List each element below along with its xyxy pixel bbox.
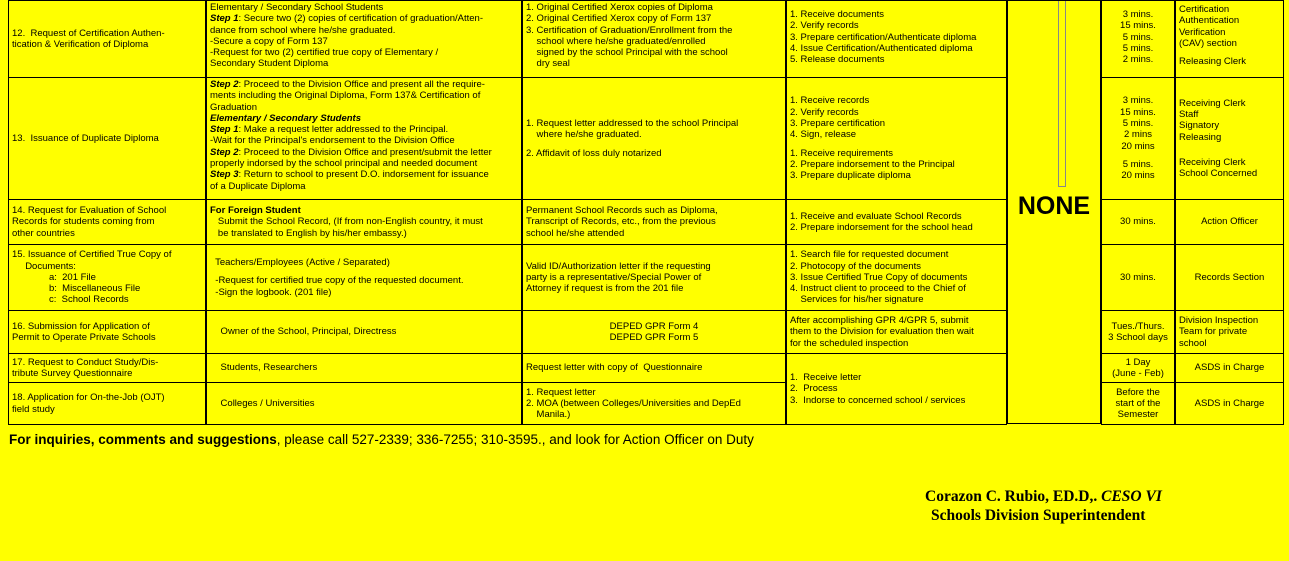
procedure-line: them to the Division for evaluation then wait: [790, 326, 974, 338]
requirements-text: Teachers/Employees (Active / Separated): [210, 257, 390, 269]
person-line: [1179, 143, 1280, 150]
person-line: Authentication: [1179, 15, 1240, 27]
person-line: school: [1179, 337, 1207, 349]
person-line: [1179, 150, 1280, 157]
requirements-line: [210, 275, 518, 286]
requirements-line: [210, 216, 518, 227]
requirements-line: [210, 102, 518, 113]
service-line: other countries: [12, 227, 75, 239]
requirements-line: [210, 36, 518, 47]
signature-block: [925, 487, 1162, 525]
requirements-text: Secondary Student Diploma: [210, 58, 329, 70]
cell-requirements: [206, 0, 522, 78]
procedure-line: 2. Process: [790, 383, 838, 395]
procedure-line: 1. Receive records: [790, 95, 870, 107]
cell-time: [1101, 310, 1175, 354]
cell-documents: [522, 310, 786, 354]
documents-line: 2. Affidavit of loss duly notarized: [526, 147, 662, 159]
person-line: Certification: [1179, 4, 1230, 15]
requirements-line: [210, 287, 518, 298]
requirements-tail: : Proceed to the Division Office and present/submit the letter: [238, 146, 492, 158]
cell-procedure: [786, 199, 1007, 245]
person-line: Releasing Clerk: [1179, 56, 1247, 68]
documents-line: 1. Request letter: [526, 386, 596, 398]
signatory-name: Corazon C. Rubio, ED.D,.: [925, 488, 1098, 505]
time-line: Tues./Thurs.: [1111, 320, 1165, 332]
footer-bold: For inquiries, comments and suggestions: [9, 432, 277, 447]
cell-time: [1101, 353, 1175, 383]
requirements-text: of a Duplicate Diploma: [210, 180, 306, 192]
documents-line: school he/she attended: [526, 227, 625, 239]
cell-service: [8, 310, 206, 354]
service-line: 15. Issuance of Certified True Copy of: [12, 249, 172, 261]
requirements-text: -Secure a copy of Form 137: [210, 35, 328, 47]
requirements-text: -Wait for the Principal's endorsement to the Division Office: [210, 135, 455, 147]
requirements-text: Graduation: [210, 101, 258, 113]
cell-time: [1101, 382, 1175, 425]
cell-procedure-merged: [786, 353, 1007, 425]
requirements-tail: : Proceed to the Division Office and present all the require-: [238, 79, 485, 90]
documents-line: party is a representative/Special Power of: [526, 271, 702, 283]
time-line: 5 mins.: [1122, 118, 1154, 130]
requirements-line: [210, 135, 518, 146]
person-line: ASDS in Charge: [1194, 362, 1265, 374]
inquiries-footer: [9, 432, 754, 447]
requirements-tail: : Make a request letter addressed to the Principal.: [238, 124, 449, 136]
cell-person: [1175, 310, 1284, 354]
service-line: 13. Issuance of Duplicate Diploma: [12, 132, 159, 144]
cell-person: [1175, 382, 1284, 425]
cell-time: [1101, 199, 1175, 245]
documents-line: 2. MOA (between Colleges/Universities and DepEd: [526, 397, 741, 409]
signatory-line: [925, 487, 1162, 506]
time-line: 30 mins.: [1120, 216, 1156, 228]
requirements-text: Colleges / Universities: [210, 397, 315, 409]
requirements-line: [210, 90, 518, 101]
service-line: tication & Verification of Diploma: [12, 39, 149, 50]
procedure-line: 4. Instruct client to proceed to the Chief of: [790, 283, 966, 295]
cell-time: [1101, 244, 1175, 311]
service-line: 16. Submission for Application of: [12, 320, 150, 332]
requirements-line: [210, 362, 518, 373]
time-line: 20 mins: [1121, 170, 1155, 182]
requirements-line: [210, 79, 518, 90]
procedure-line: [790, 141, 1003, 148]
service-line: b: Miscellaneous File: [12, 283, 141, 295]
requirements-text: For Foreign Student: [210, 205, 301, 217]
requirements-text: Step 1: [210, 13, 239, 25]
requirements-line: [210, 398, 518, 409]
service-line: c: School Records: [12, 294, 129, 306]
time-line: 1 Day: [1125, 356, 1151, 368]
requirements-line: [210, 58, 518, 69]
documents-line: 3. Certification of Graduation/Enrollment from the: [526, 24, 733, 36]
requirements-text: Elementary / Secondary Students: [210, 112, 361, 124]
cell-requirements: [206, 244, 522, 311]
documents-line: DEPED GPR Form 4: [609, 320, 699, 332]
person-line: Team for private: [1179, 326, 1248, 338]
time-line: 15 mins.: [1120, 106, 1156, 118]
documents-line: [526, 141, 782, 148]
time-line: (June - Feb): [1112, 368, 1164, 379]
documents-line: 1. Original Certified Xerox copies of Diploma: [526, 2, 713, 13]
procedure-line: After accomplishing GPR 4/GPR 5, submit: [790, 315, 969, 327]
procedure-line: 4. Sign, release: [790, 129, 857, 141]
cell-procedure: [786, 0, 1007, 78]
procedure-line: 5. Release documents: [790, 54, 885, 66]
person-line: Staff: [1179, 108, 1199, 120]
cell-requirements: [206, 77, 522, 200]
procedure-line: 2. Photocopy of the documents: [790, 260, 921, 272]
requirements-line: [210, 257, 518, 268]
documents-line: dry seal: [526, 58, 570, 70]
service-line: Records for students coming from: [12, 216, 155, 228]
service-line: 14. Request for Evaluation of School: [12, 205, 167, 217]
procedure-line: 3. Prepare certification: [790, 118, 886, 130]
documents-line: Valid ID/Authorization letter if the requesting: [526, 260, 711, 272]
cell-service: [8, 353, 206, 383]
documents-line: Request letter with copy of Questionnaire: [526, 362, 703, 374]
requirements-line: [210, 169, 518, 180]
service-line: tribute Survey Questionnaire: [12, 368, 133, 379]
time-line: Before the: [1116, 386, 1160, 398]
person-line: Receiving Clerk: [1179, 156, 1246, 168]
cell-person: [1175, 199, 1284, 245]
cell-service: [8, 77, 206, 200]
requirements-text: -Request for certified true copy of the requested document.: [210, 275, 464, 287]
requirements-line: [210, 268, 518, 275]
service-line: a: 201 File: [12, 271, 96, 283]
requirements-line: [210, 181, 518, 192]
procedure-line: 1. Search file for requested document: [790, 249, 949, 261]
requirements-text: ments including the Original Diploma, Form 137& Certification of: [210, 90, 481, 102]
requirements-text: Submit the School Record, (If from non-English country, it must: [210, 216, 483, 228]
cell-procedure: [786, 310, 1007, 354]
requirements-text: Step 1: [210, 124, 239, 136]
requirements-line: [210, 326, 518, 337]
footer-rest: , please call 527-2339; 336-7255; 310-3595., and look for Action Officer on Duty: [276, 432, 754, 447]
cell-person: [1175, 353, 1284, 383]
requirements-line: [210, 158, 518, 169]
person-line: Records Section: [1194, 271, 1265, 283]
cell-documents: [522, 382, 786, 425]
requirements-line: [210, 205, 518, 216]
cell-documents: [522, 0, 786, 78]
requirements-text: -Request for two (2) certified true copy of Elementary /: [210, 47, 439, 59]
signatory-title: Schools Division Superintendent: [931, 507, 1146, 524]
time-line: 2 mins.: [1122, 54, 1154, 66]
cell-procedure: [786, 77, 1007, 200]
procedure-line: 2. Prepare indorsement to the Principal: [790, 158, 955, 170]
procedure-line: 1. Receive letter: [790, 372, 862, 384]
requirements-line: [210, 2, 518, 13]
fees-value: NONE: [1017, 191, 1091, 220]
requirements-line: [210, 25, 518, 36]
requirements-line: [210, 47, 518, 58]
documents-line: Attorney if request is from the 201 file: [526, 283, 684, 295]
time-line: Semester: [1117, 409, 1159, 421]
requirements-text: Owner of the School, Principal, Directress: [210, 326, 397, 338]
person-line: ASDS in Charge: [1194, 397, 1265, 409]
cell-requirements: [206, 382, 522, 425]
time-line: start of the: [1115, 397, 1161, 409]
service-line: 12. Request of Certification Authen-: [12, 27, 165, 39]
procedure-line: 4. Issue Certification/Authenticated diploma: [790, 42, 973, 54]
procedure-line: 3. Prepare certification/Authenticate diploma: [790, 31, 977, 43]
service-line: Documents:: [12, 260, 76, 272]
documents-line: 2. Original Certified Xerox copy of Form 137: [526, 13, 712, 25]
time-line: 3 mins.: [1122, 9, 1154, 20]
cell-procedure: [786, 244, 1007, 311]
cell-time: [1101, 77, 1175, 200]
cell-service: [8, 244, 206, 311]
cell-service: [8, 199, 206, 245]
procedure-line: 2. Verify records: [790, 20, 859, 32]
cell-time: [1101, 0, 1175, 78]
service-line: Permit to Operate Private Schools: [12, 332, 156, 343]
cell-person: [1175, 0, 1284, 78]
requirements-text: properly indorsed by the school principal and needed document: [210, 158, 478, 170]
person-line: Division Inspection: [1179, 315, 1259, 327]
procedure-line: for the scheduled inspection: [790, 337, 909, 349]
requirements-text: Step 3: [210, 169, 239, 181]
time-line: 5 mins.: [1122, 31, 1154, 43]
person-line: (CAV) section: [1179, 37, 1237, 49]
person-line: [1179, 49, 1280, 56]
cell-documents: [522, 77, 786, 200]
service-line: 17. Request to Conduct Study/Dis-: [12, 356, 159, 368]
person-line: School Concerned: [1179, 168, 1258, 180]
documents-line: Permanent School Records such as Diploma,: [526, 205, 718, 217]
cell-requirements: [206, 310, 522, 354]
person-line: Releasing: [1179, 131, 1222, 143]
procedure-line: 3. Indorse to concerned school / services: [790, 394, 966, 406]
person-line: Verification: [1179, 26, 1226, 38]
time-line: 30 mins.: [1120, 271, 1156, 283]
requirements-text: -Sign the logbook. (201 file): [210, 286, 332, 298]
procedure-line: 3. Prepare duplicate diploma: [790, 170, 911, 182]
requirements-line: [210, 113, 518, 124]
documents-line: Transcript of Records, etc., from the previous: [526, 216, 716, 228]
requirements-text: Step 2: [210, 146, 239, 158]
time-line: 3 mins.: [1122, 95, 1154, 107]
cell-requirements: [206, 199, 522, 245]
person-line: Action Officer: [1201, 216, 1258, 228]
documents-line: school where he/she graduated/enrolled: [526, 35, 706, 47]
requirements-text: Students, Researchers: [210, 362, 318, 374]
requirements-tail: : Return to school to present D.O. indorsement for issuance: [238, 169, 489, 181]
requirements-text: be translated to English by his/her embassy.): [210, 227, 407, 239]
time-line: 15 mins.: [1120, 20, 1156, 32]
documents-line: where he/she graduated.: [526, 129, 642, 141]
documents-line: DEPED GPR Form 5: [609, 332, 699, 343]
cell-service: [8, 0, 206, 78]
procedure-line: 2. Prepare indorsement for the school head: [790, 222, 973, 233]
person-line: Signatory: [1179, 120, 1220, 132]
requirements-tail: : Secure two (2) copies of certification of graduation/Atten-: [238, 13, 484, 25]
documents-line: Manila.): [526, 409, 571, 421]
requirements-text: Elementary / Secondary School Students: [210, 2, 384, 13]
services-table: [8, 0, 1284, 424]
signatory-suffix: CESO VI: [1097, 488, 1162, 505]
documents-line: 1. Request letter addressed to the school Principal: [526, 118, 739, 130]
cell-documents: [522, 244, 786, 311]
requirements-line: [210, 13, 518, 24]
requirements-line: [210, 228, 518, 239]
service-line: 18. Application for On-the-Job (OJT): [12, 392, 165, 404]
cell-requirements: [206, 353, 522, 383]
procedure-line: 1. Receive requirements: [790, 147, 893, 159]
cell-service: [8, 382, 206, 425]
cell-person: [1175, 244, 1284, 311]
time-line: 3 School days: [1108, 332, 1168, 343]
cell-documents: [522, 199, 786, 245]
procedure-line: Services for his/her signature: [790, 294, 924, 306]
fees-bracket: [1058, 1, 1066, 187]
procedure-line: 1. Receive documents: [790, 9, 884, 20]
cell-documents: [522, 353, 786, 383]
documents-line: signed by the school Principal with the school: [526, 47, 728, 59]
fees-cell: [1007, 0, 1101, 424]
requirements-text: dance from school where he/she graduated.: [210, 24, 396, 36]
cell-person: [1175, 77, 1284, 200]
time-line: 2 mins: [1124, 129, 1152, 141]
time-line: 20 mins: [1121, 140, 1155, 152]
time-line: 5 mins.: [1122, 42, 1154, 54]
procedure-line: 1. Receive and evaluate School Records: [790, 210, 962, 222]
procedure-line: 3. Issue Certified True Copy of documents: [790, 271, 968, 283]
requirements-line: [210, 124, 518, 135]
person-line: Receiving Clerk: [1179, 97, 1246, 109]
procedure-line: 2. Verify records: [790, 106, 859, 118]
time-line: 5 mins.: [1122, 158, 1154, 170]
service-line: field study: [12, 403, 55, 415]
requirements-text: Step 2: [210, 79, 239, 90]
requirements-line: [210, 147, 518, 158]
